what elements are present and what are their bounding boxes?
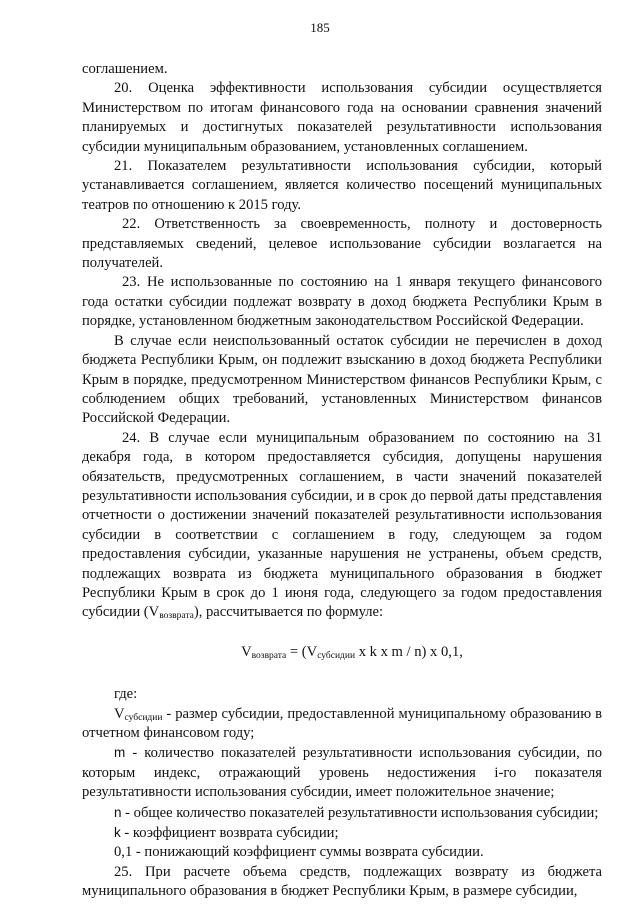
formula-end: x k x m / n) x 0,1, [355,643,463,660]
page-number: 185 [310,20,330,35]
paragraph-20: 20. Оценка эффективности использования субсидии осуществляется Министерством по итогам финансового года на основании сравнения значений планируемых и достигнутых показателей результативности использования субсидии муниципальным образованием, установленных соглашением. [82,80,602,155]
definition-v [82,705,602,744]
definition-k [82,823,602,843]
formula [82,643,602,662]
def-v-subscript: субсидии [124,712,163,723]
document-body [82,60,602,902]
def-v-text: - размер субсидии, предоставленной муниципальному образованию в отчетном финансовом году; [82,705,602,741]
def-m-symbol: m [114,745,126,761]
def-k-symbol: k [114,825,121,841]
def-n-symbol: n [114,804,122,820]
where-label: где: [114,686,138,703]
def-v-symbol: V [114,705,125,722]
paragraph-25: 25. При расчете объема средств, подлежащих возврату из бюджета муниципального образования в бюджет Республики Крым, в размере субсидии, [82,863,602,900]
paragraph-23-continued: В случае если неиспользованный остаток субсидии не перечислен в доход бюджета Республики Крым, он подлежит взысканию в доход бюджета Республики Крым в порядке, предусмотренном Министерством финансов Республики Крым, с соблюдением общих требований, установленных Министерством финансов Российской Федерации. [82,332,602,427]
formula-sub-return: возврата [251,650,287,661]
definition-coefficient: 0,1 - понижающий коэффициент суммы возврата субсидии. [114,844,484,861]
definition-n [82,803,602,823]
paragraph-22: 22. Ответственность за своевременность, полноту и достоверность представляемых сведений, целевое использование субсидии возлагается на получателей. [82,216,602,272]
def-n-text: - общее количество показателей результативности использования субсидии; [121,804,599,821]
paragraph-23: 23. Не использованные по состоянию на 1 января текущего финансового года остатки субсидии подлежат возврату в доход бюджета Республики Крым в порядке, установленном бюджетным законодательством Российской Федерации. [82,274,602,330]
paragraph-24-end: ), рассчитывается по формуле: [193,604,384,621]
paragraph-24-text: 24. В случае если муниципальным образованием по состоянию на 31 декабря года, в котором предоставляется субсидия, допущены нарушения обязательств, предусмотренных соглашением, в части значений показателей результативности использования субсидии, и в срок до первой даты представления отчетности о достижении значений показателей результативности использования субсидии в соответствии с соглашением в году, следующем за годом предоставления субсидии, указанные нарушения не устранены, объем средств, подлежащих возврата из бюджета муниципального образования в бюджет Республики Крым в срок до 1 июня года, следующего за годом предоставления субсидии (V [82,429,602,621]
definition-m [82,743,602,802]
def-k-text: - коэффициент возврата субсидии; [120,825,339,842]
paragraph-21: 21. Показателем результативности использования субсидии, который устанавливается соглашением, является количество посещений муниципальных театров по отношению к 2015 году. [82,158,602,213]
paragraph-24 [82,429,602,623]
def-m-text: - количество показателей результативности использования субсидии, по которым индекс, отражающий уровень недостижения i-го показателя результативности использования субсидии, имеет положительное значение; [82,745,602,801]
v-return-subscript: возврата [159,611,194,622]
formula-middle: = (V [286,643,318,660]
paragraph-continuation: соглашением. [82,61,168,77]
formula-v: V [241,643,252,660]
formula-sub-subsidy: субсидии [317,650,356,661]
